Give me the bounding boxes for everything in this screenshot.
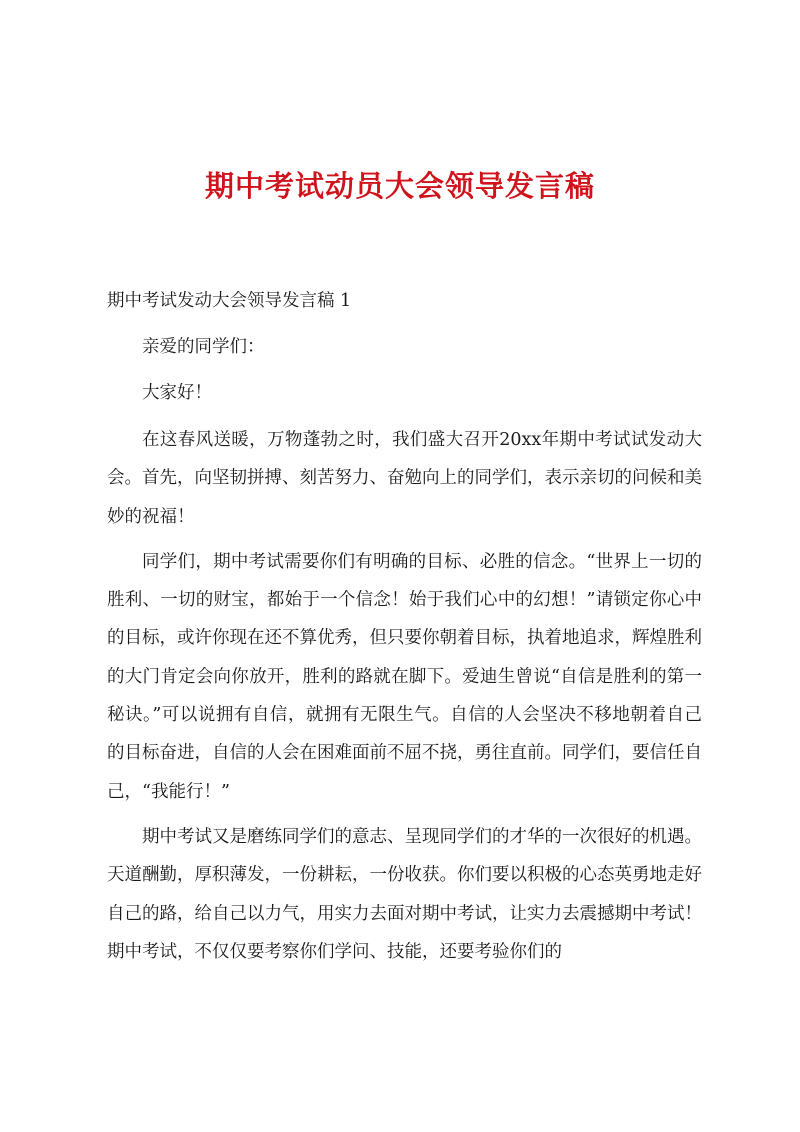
paragraph-opportunity: 期中考试又是磨练同学们的意志、呈现同学们的才华的一次很好的机遇。天道酬勤，厚积薄发，一份耕耘，一份收获。你们要以积极的心态英勇地走好自己的路，给自己以力气，用实力去面对期中考试，让实力去震撼期中考试！期中考试，不仅仅要考察你们学问、技能，还要考验你们的	[107, 826, 702, 962]
greeting-line: 亲爱的同学们：	[142, 337, 265, 357]
section-heading: 期中考试发动大会领导发言稿 1	[107, 291, 352, 311]
document-body	[107, 283, 702, 971]
paragraph-goals: 同学们，期中考试需要你们有明确的目标、必胜的信念。“世界上一切的胜利、一切的财宝，都始于一个信念！始于我们心中的幻想！”请锁定你心中的目标，或许你现在还不算优秀，但只要你朝着目标，执着地追求，辉煌胜利的大门肯定会向你放开，胜利的路就在脚下。爱迪生曾说“自信是胜利的第一秘诀。”可以说拥有自信，就拥有无限生气。自信的人会坚决不移地朝着自己的目标奋进，自信的人会在困难面前不屈不挠，勇往直前。同学们，要信任自己，“我能行！”	[107, 551, 702, 802]
document-title: 期中考试动员大会领导发言稿	[204, 169, 595, 203]
salutation-line: 大家好！	[142, 383, 212, 403]
paragraph-opening: 在这春风送暖，万物蓬勃之时，我们盛大召开20xx年期中考试试发动大会。首先，向坚韧拼搏、刻苦努力、奋勉向上的同学们，表示亲切的问候和美妙的祝福！	[107, 430, 702, 527]
